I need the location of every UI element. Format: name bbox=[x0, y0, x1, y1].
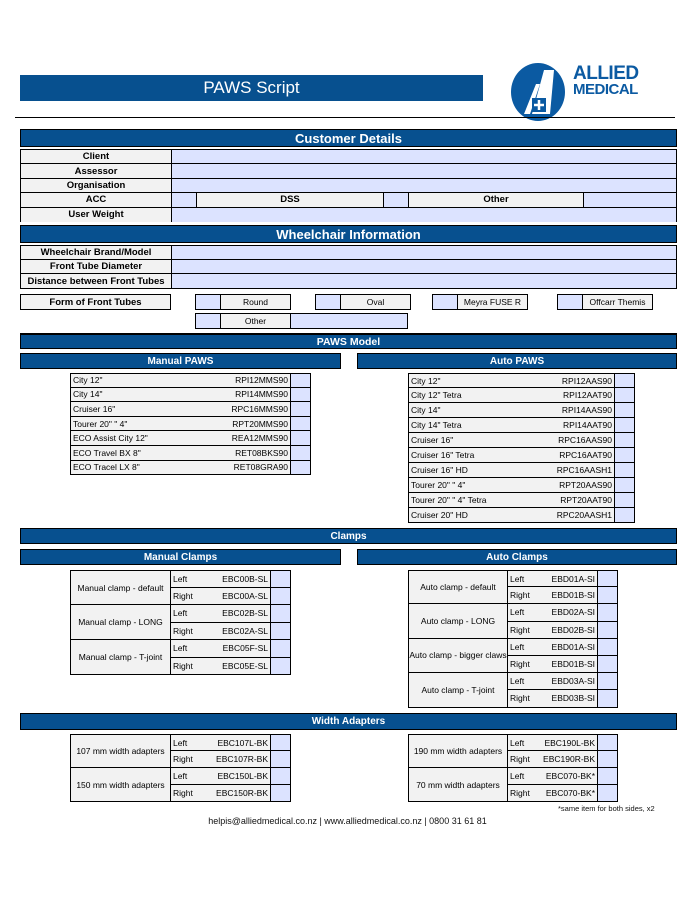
select-box-right[interactable] bbox=[598, 785, 618, 802]
select-box-right[interactable] bbox=[598, 587, 618, 604]
product-code: RPC16AAT90 bbox=[543, 448, 615, 463]
product-code: RPT20AAS90 bbox=[543, 478, 615, 493]
part-code-right: EBD01B-SI bbox=[538, 656, 598, 673]
other-label: Other bbox=[409, 193, 584, 207]
product-code: RPI12AAT90 bbox=[543, 388, 615, 403]
table-row bbox=[408, 463, 635, 478]
product-code: RPI14AAT90 bbox=[543, 418, 615, 433]
front-tube-other-label: Other bbox=[221, 313, 291, 329]
product-select-box[interactable] bbox=[615, 418, 635, 433]
product-select-box[interactable] bbox=[291, 417, 311, 432]
manual-clamps-heading: Manual Clamps bbox=[20, 549, 341, 565]
side-left-label: Left bbox=[171, 768, 201, 785]
select-box-right[interactable] bbox=[271, 658, 291, 676]
group-name: Manual clamp - T-joint bbox=[70, 640, 171, 675]
select-box-left[interactable] bbox=[271, 605, 291, 623]
part-code-right: EBC070-BK* bbox=[538, 785, 598, 802]
auto-clamps-heading: Auto Clamps bbox=[357, 549, 677, 565]
logo-wordmark: ALLIED MEDICAL bbox=[573, 63, 639, 98]
product-select-box[interactable] bbox=[291, 373, 311, 388]
client-label: Client bbox=[21, 150, 172, 164]
product-name: City 14" bbox=[70, 388, 220, 403]
product-name: Cruiser 16" HD bbox=[408, 463, 543, 478]
clamp-group bbox=[408, 768, 618, 802]
group-name: 70 mm width adapters bbox=[408, 768, 508, 802]
product-name: City 12" bbox=[70, 373, 220, 388]
select-box-right[interactable] bbox=[598, 690, 618, 707]
product-code: RPT20MMS90 bbox=[220, 417, 291, 432]
side-left-label: Left bbox=[171, 640, 201, 658]
select-box-right[interactable] bbox=[598, 656, 618, 673]
product-select-box[interactable] bbox=[615, 508, 635, 523]
brand-model-field[interactable] bbox=[172, 246, 676, 260]
wheelchair-info-heading: Wheelchair Information bbox=[20, 225, 677, 243]
front-tube-diameter-label: Front Tube Diameter bbox=[21, 260, 172, 274]
width-adapters-note: *same item for both sides, x2 bbox=[558, 804, 655, 813]
side-left-label: Left bbox=[171, 605, 201, 623]
table-row bbox=[408, 433, 635, 448]
dss-label: DSS bbox=[197, 193, 384, 207]
product-select-box[interactable] bbox=[615, 478, 635, 493]
clamp-group bbox=[70, 734, 291, 768]
side-right-label: Right bbox=[171, 588, 201, 606]
clamp-group bbox=[70, 640, 291, 675]
group-name: 190 mm width adapters bbox=[408, 734, 508, 768]
side-right-label: Right bbox=[508, 622, 538, 639]
front-tube-oval-checkbox[interactable] bbox=[315, 294, 341, 310]
select-box-left[interactable] bbox=[271, 768, 291, 785]
table-row bbox=[408, 508, 635, 523]
part-code-left: EBD02A-SI bbox=[538, 604, 598, 621]
acc-label: ACC bbox=[21, 193, 172, 207]
header-divider bbox=[15, 117, 675, 118]
dss-checkbox[interactable] bbox=[384, 193, 409, 207]
assessor-field[interactable] bbox=[172, 164, 676, 178]
customer-details-table bbox=[20, 149, 677, 222]
group-name: Manual clamp - default bbox=[70, 570, 171, 605]
footer-contact: helpis@alliedmedical.co.nz | www.alliedmedical.co.nz | 0800 31 61 81 bbox=[208, 816, 487, 826]
organisation-label: Organisation bbox=[21, 179, 172, 193]
group-name: 107 mm width adapters bbox=[70, 734, 171, 768]
clamp-group bbox=[408, 673, 618, 707]
front-tube-offcarr-themis-checkbox[interactable] bbox=[557, 294, 583, 310]
part-code-right: EBC00A-SL bbox=[201, 588, 271, 606]
select-box-right[interactable] bbox=[271, 623, 291, 641]
side-right-label: Right bbox=[171, 785, 201, 802]
select-box-left[interactable] bbox=[598, 734, 618, 751]
front-tube-distance-label: Distance between Front Tubes bbox=[21, 274, 172, 288]
product-code: RET08BKS90 bbox=[220, 446, 291, 461]
product-select-box[interactable] bbox=[615, 388, 635, 403]
product-name: ECO Tracel LX 8" bbox=[70, 461, 220, 476]
front-tube-meyra-fuse-r-checkbox[interactable] bbox=[432, 294, 458, 310]
clamp-group bbox=[70, 605, 291, 640]
part-code-left: EBC00B-SL bbox=[201, 570, 271, 588]
part-code-left: EBC150L-BK bbox=[201, 768, 271, 785]
customer-details-heading: Customer Details bbox=[20, 129, 677, 147]
paws-model-heading: PAWS Model bbox=[20, 334, 677, 349]
product-select-box[interactable] bbox=[291, 446, 311, 461]
part-code-right: EBD01B-SI bbox=[538, 587, 598, 604]
side-left-label: Left bbox=[508, 673, 538, 690]
table-row bbox=[408, 388, 635, 403]
product-code: REA12MMS90 bbox=[220, 431, 291, 446]
clamp-group bbox=[408, 604, 618, 638]
part-code-left: EBD01A-SI bbox=[538, 570, 598, 587]
side-left-label: Left bbox=[508, 768, 538, 785]
group-name: Auto clamp - bigger claws bbox=[408, 639, 508, 673]
side-left-label: Left bbox=[508, 604, 538, 621]
brand-model-label: Wheelchair Brand/Model bbox=[21, 246, 172, 260]
table-row bbox=[70, 373, 311, 388]
front-tube-other-checkbox[interactable] bbox=[195, 313, 221, 329]
width-adapters-heading: Width Adapters bbox=[20, 713, 677, 730]
front-tube-diameter-field[interactable] bbox=[172, 260, 676, 274]
select-box-left[interactable] bbox=[598, 768, 618, 785]
product-name: City 14" Tetra bbox=[408, 418, 543, 433]
group-name: Auto clamp - default bbox=[408, 570, 508, 604]
product-code: RPC16MMS90 bbox=[220, 402, 291, 417]
product-select-box[interactable] bbox=[291, 388, 311, 403]
product-name: Tourer 20" " 4" bbox=[408, 478, 543, 493]
group-name: Manual clamp - LONG bbox=[70, 605, 171, 640]
wheelchair-info-table bbox=[20, 245, 677, 289]
product-name: City 14" bbox=[408, 403, 543, 418]
part-code-right: EBC107R-BK bbox=[201, 751, 271, 768]
clamp-group bbox=[408, 570, 618, 604]
manual-paws-heading: Manual PAWS bbox=[20, 353, 341, 369]
part-code-right: EBC190R-BK bbox=[538, 751, 598, 768]
product-code: RPI12MMS90 bbox=[220, 373, 291, 388]
side-right-label: Right bbox=[508, 587, 538, 604]
front-tube-oval-label: Oval bbox=[341, 294, 411, 310]
side-left-label: Left bbox=[508, 734, 538, 751]
assessor-label: Assessor bbox=[21, 164, 172, 178]
select-box-right[interactable] bbox=[271, 751, 291, 768]
table-row bbox=[408, 373, 635, 388]
client-field[interactable] bbox=[172, 150, 676, 164]
clamp-group bbox=[70, 768, 291, 802]
part-code-left: EBC02B-SL bbox=[201, 605, 271, 623]
product-code: RPI14MMS90 bbox=[220, 388, 291, 403]
acc-checkbox[interactable] bbox=[172, 193, 197, 207]
product-select-box[interactable] bbox=[291, 461, 311, 476]
product-select-box[interactable] bbox=[615, 463, 635, 478]
side-right-label: Right bbox=[508, 656, 538, 673]
part-code-left: EBD03A-SI bbox=[538, 673, 598, 690]
table-row bbox=[408, 478, 635, 493]
side-right-label: Right bbox=[171, 751, 201, 768]
side-left-label: Left bbox=[171, 734, 201, 751]
other-field[interactable] bbox=[584, 193, 676, 207]
product-name: Cruiser 20" HD bbox=[408, 508, 543, 523]
table-row bbox=[408, 448, 635, 463]
product-name: City 12" Tetra bbox=[408, 388, 543, 403]
product-code: RPI14AAS90 bbox=[543, 403, 615, 418]
product-name: Cruiser 16" Tetra bbox=[408, 448, 543, 463]
select-box-right[interactable] bbox=[598, 622, 618, 639]
group-name: Auto clamp - LONG bbox=[408, 604, 508, 638]
part-code-left: EBC190L-BK bbox=[538, 734, 598, 751]
clamps-heading: Clamps bbox=[20, 528, 677, 544]
logo-emblem-icon bbox=[510, 62, 570, 122]
side-right-label: Right bbox=[171, 658, 201, 676]
part-code-left: EBC107L-BK bbox=[201, 734, 271, 751]
product-name: Cruiser 16" bbox=[70, 402, 220, 417]
table-row bbox=[408, 418, 635, 433]
group-name: 150 mm width adapters bbox=[70, 768, 171, 802]
front-tube-meyra-fuse-r-label: Meyra FUSE R bbox=[458, 294, 528, 310]
select-box-left[interactable] bbox=[598, 673, 618, 690]
part-code-left: EBD01A-SI bbox=[538, 639, 598, 656]
product-code: RPC16AASH1 bbox=[543, 463, 615, 478]
user-weight-label: User Weight bbox=[21, 208, 172, 222]
select-box-left[interactable] bbox=[598, 604, 618, 621]
table-row bbox=[70, 446, 311, 461]
product-name: ECO Travel BX 8" bbox=[70, 446, 220, 461]
product-code: RPC20AASH1 bbox=[543, 508, 615, 523]
side-left-label: Left bbox=[508, 570, 538, 587]
product-code: RPI12AAS90 bbox=[543, 373, 615, 388]
table-row bbox=[70, 461, 311, 476]
product-name: Tourer 20" " 4" Tetra bbox=[408, 493, 543, 508]
side-right-label: Right bbox=[508, 751, 538, 768]
user-weight-field[interactable] bbox=[172, 208, 676, 222]
part-code-left: EBC070-BK* bbox=[538, 768, 598, 785]
product-name: Cruiser 16" bbox=[408, 433, 543, 448]
organisation-field[interactable] bbox=[172, 179, 676, 193]
product-code: RPC16AAS90 bbox=[543, 433, 615, 448]
part-code-right: EBC02A-SL bbox=[201, 623, 271, 641]
part-code-left: EBC05F-SL bbox=[201, 640, 271, 658]
table-row bbox=[70, 388, 311, 403]
table-row bbox=[408, 493, 635, 508]
group-name: Auto clamp - T-joint bbox=[408, 673, 508, 707]
side-right-label: Right bbox=[171, 623, 201, 641]
front-tube-round-checkbox[interactable] bbox=[195, 294, 221, 310]
select-box-right[interactable] bbox=[598, 751, 618, 768]
table-row bbox=[408, 403, 635, 418]
select-box-left[interactable] bbox=[598, 570, 618, 587]
page-title: PAWS Script bbox=[20, 75, 483, 101]
front-tube-distance-field[interactable] bbox=[172, 274, 676, 288]
auto-paws-heading: Auto PAWS bbox=[357, 353, 677, 369]
side-right-label: Right bbox=[508, 690, 538, 707]
product-name: Tourer 20" " 4" bbox=[70, 417, 220, 432]
product-select-box[interactable] bbox=[615, 433, 635, 448]
side-left-label: Left bbox=[171, 570, 201, 588]
product-code: RPT20AAT90 bbox=[543, 493, 615, 508]
product-name: City 12" bbox=[408, 373, 543, 388]
select-box-left[interactable] bbox=[271, 570, 291, 588]
clamp-group bbox=[70, 570, 291, 605]
product-select-box[interactable] bbox=[615, 373, 635, 388]
product-select-box[interactable] bbox=[615, 403, 635, 418]
product-select-box[interactable] bbox=[291, 402, 311, 417]
part-code-right: EBD03B-SI bbox=[538, 690, 598, 707]
allied-medical-logo bbox=[510, 62, 640, 122]
select-box-right[interactable] bbox=[271, 785, 291, 802]
product-select-box[interactable] bbox=[615, 448, 635, 463]
side-left-label: Left bbox=[508, 639, 538, 656]
select-box-left[interactable] bbox=[271, 640, 291, 658]
front-tube-round-label: Round bbox=[221, 294, 291, 310]
select-box-right[interactable] bbox=[271, 588, 291, 606]
table-row bbox=[70, 431, 311, 446]
clamp-group bbox=[408, 639, 618, 673]
product-code: RET08GRA90 bbox=[220, 461, 291, 476]
select-box-left[interactable] bbox=[598, 639, 618, 656]
part-code-right: EBC05E-SL bbox=[201, 658, 271, 676]
product-select-box[interactable] bbox=[291, 431, 311, 446]
part-code-right: EBD02B-SI bbox=[538, 622, 598, 639]
form-of-front-tubes-label: Form of Front Tubes bbox=[20, 294, 171, 310]
clamp-group bbox=[408, 734, 618, 768]
select-box-left[interactable] bbox=[271, 734, 291, 751]
table-row bbox=[70, 417, 311, 432]
front-tube-other-field[interactable] bbox=[291, 313, 408, 329]
front-tube-offcarr-themis-label: Offcarr Themis bbox=[583, 294, 653, 310]
part-code-right: EBC150R-BK bbox=[201, 785, 271, 802]
side-right-label: Right bbox=[508, 785, 538, 802]
table-row bbox=[70, 402, 311, 417]
product-name: ECO Assist City 12" bbox=[70, 431, 220, 446]
product-select-box[interactable] bbox=[615, 493, 635, 508]
